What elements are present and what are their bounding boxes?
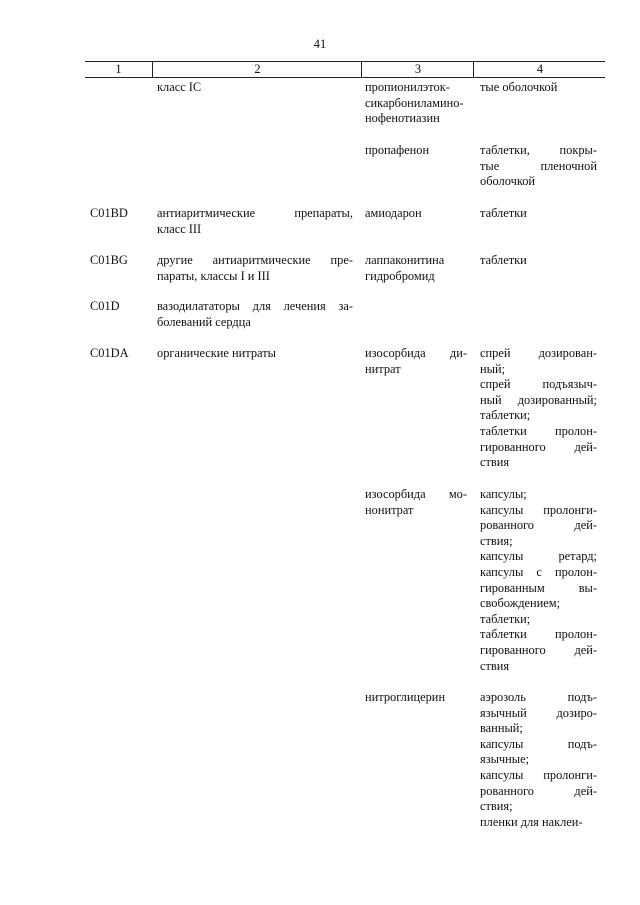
atc-group-name bbox=[157, 206, 353, 237]
cell-text-line: капсулы пролонги- bbox=[480, 767, 597, 782]
cell-text-line: капсулы; bbox=[480, 487, 527, 501]
cell-text-line: рованного дей- bbox=[480, 518, 597, 533]
header-col-3: 3 bbox=[361, 62, 474, 77]
cell-text-line: язычный дозиро- bbox=[480, 705, 597, 720]
cell-text-line: органические нитраты bbox=[157, 346, 276, 360]
dosage-form bbox=[480, 80, 597, 96]
header-col-1: 1 bbox=[115, 62, 122, 76]
atc-group-name bbox=[157, 346, 353, 362]
cell-text-line: таблетки bbox=[480, 253, 527, 267]
cell-text-line: аэрозоль подъ- bbox=[480, 690, 597, 704]
atc-code: C01DA bbox=[90, 346, 129, 360]
cell-text-line: таблетки; bbox=[480, 611, 531, 626]
cell-text-line: вазодилататоры для лечения за- bbox=[157, 299, 353, 313]
dosage-form bbox=[480, 346, 597, 471]
cell-text-line: нонитрат bbox=[365, 502, 414, 517]
cell-text-line: таблетки пролон- bbox=[480, 627, 597, 642]
cell-text-line: свобождением; bbox=[480, 596, 561, 611]
cell-text-line: спрей дозирован- bbox=[480, 346, 597, 360]
cell-text-line: гированного дей- bbox=[480, 642, 597, 657]
cell-text-line: антиаритмические препараты, bbox=[157, 206, 353, 220]
cell-text-line: ствия bbox=[480, 658, 510, 673]
cell-text-line: гированного дей- bbox=[480, 439, 597, 454]
dosage-form bbox=[480, 143, 597, 190]
cell-text-line: гидробромид bbox=[365, 268, 435, 283]
atc-code: C01BD bbox=[90, 206, 128, 220]
dosage-form bbox=[480, 206, 597, 222]
dosage-form bbox=[480, 690, 597, 830]
cell-text-line: ный дозированный; bbox=[480, 392, 597, 407]
cell-text-line: пленки для наклеи- bbox=[480, 814, 583, 829]
cell-text-line: таблетки, покры- bbox=[480, 143, 597, 157]
header-col-2: 2 bbox=[152, 62, 362, 77]
cell-text-line: гированным вы- bbox=[480, 580, 597, 595]
cell-text-line: тые оболочкой bbox=[480, 80, 558, 94]
cell-text-line: изосорбида мо- bbox=[365, 487, 467, 501]
cell-text-line: нитрат bbox=[365, 361, 401, 376]
cell-text-line: таблетки пролон- bbox=[480, 423, 597, 438]
cell-text-line: таблетки; bbox=[480, 408, 531, 423]
dosage-form bbox=[480, 253, 597, 269]
atc-code: C01D bbox=[90, 299, 120, 313]
drug-name bbox=[365, 80, 467, 127]
cell-text-line: рованного дей- bbox=[480, 783, 597, 798]
cell-text-line: капсулы ретард; bbox=[480, 549, 597, 564]
page-number: 41 bbox=[313, 37, 327, 51]
dosage-form bbox=[480, 487, 597, 674]
cell-text-line: таблетки bbox=[480, 206, 527, 220]
cell-text-line: изосорбида ди- bbox=[365, 346, 467, 360]
table-header-row bbox=[85, 61, 605, 78]
cell-text-line: болеваний сердца bbox=[157, 314, 251, 329]
cell-text-line: пропафенон bbox=[365, 143, 430, 157]
cell-text-line: ванный; bbox=[480, 721, 523, 736]
cell-text-line: спрей подъязыч- bbox=[480, 377, 597, 392]
drug-name bbox=[365, 206, 467, 222]
cell-text-line: другие антиаритмические пре- bbox=[157, 253, 353, 267]
atc-code: C01BG bbox=[90, 253, 128, 267]
cell-text-line: ствия; bbox=[480, 799, 513, 814]
cell-text-line: тые пленочной bbox=[480, 158, 597, 173]
drug-name bbox=[365, 253, 467, 284]
cell-text-line: ный; bbox=[480, 361, 506, 376]
cell-text-line: сикарбониламино- bbox=[365, 95, 464, 110]
cell-text-line: нитроглицерин bbox=[365, 690, 446, 704]
atc-group-name bbox=[157, 299, 353, 330]
cell-text-line: язычные; bbox=[480, 752, 530, 767]
cell-text-line: ствия bbox=[480, 455, 510, 470]
cell-text-line: нофенотиазин bbox=[365, 111, 440, 126]
cell-text-line: лаппаконитина bbox=[365, 253, 445, 267]
cell-text-line: пропионилэток- bbox=[365, 80, 450, 94]
cell-text-line: капсулы с пролон- bbox=[480, 564, 597, 579]
drug-name bbox=[365, 690, 467, 706]
cell-text-line: капсулы подъ- bbox=[480, 736, 597, 751]
drug-name bbox=[365, 143, 467, 159]
cell-text-line: амиодарон bbox=[365, 206, 422, 220]
drug-name bbox=[365, 346, 467, 377]
cell-text-line: ствия; bbox=[480, 533, 513, 548]
atc-group-name bbox=[157, 253, 353, 284]
drug-name bbox=[365, 487, 467, 518]
cell-text-line: класс III bbox=[157, 221, 202, 236]
cell-text-line: капсулы пролонги- bbox=[480, 502, 597, 517]
atc-group-name: класс IC bbox=[157, 80, 202, 94]
cell-text-line: параты, классы I и III bbox=[157, 268, 270, 283]
cell-text-line: оболочкой bbox=[480, 174, 536, 189]
header-col-4: 4 bbox=[473, 62, 606, 77]
